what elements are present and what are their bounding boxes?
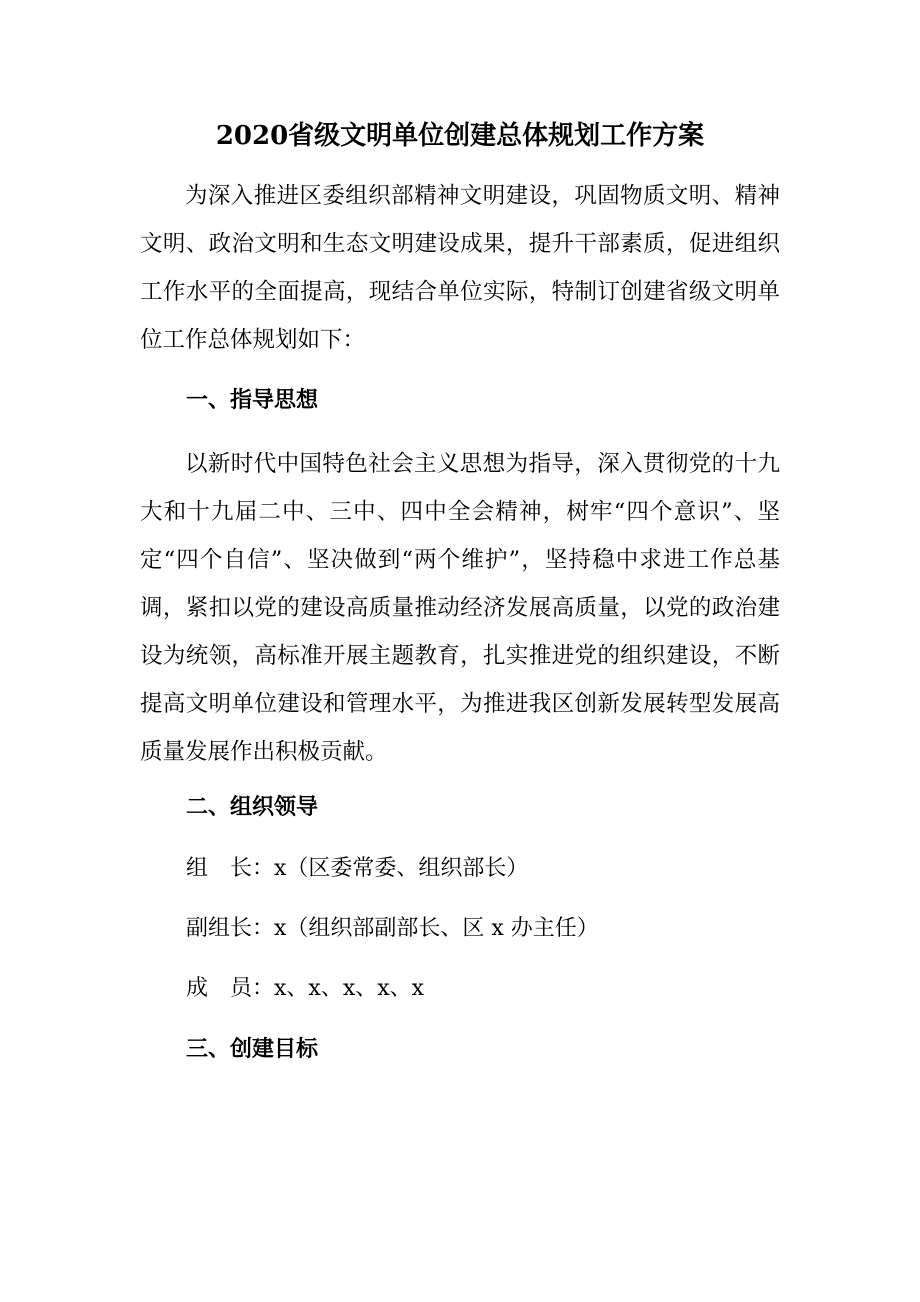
section-heading-goals: 三、创建目标 <box>186 1037 319 1062</box>
intro-paragraph: 为深入推进区委组织部精神文明建设，巩固物质文明、精神文明、政治文明和生态文明建设成果，提升干部素质，促进组织工作水平的全面提高，现结合单位实际，特制订创建省级文明单位工作总体规划如下： <box>140 183 780 353</box>
leadership-deputy-line: 副组长：x（组织部副部长、区 x 办主任） <box>186 916 599 941</box>
guiding-ideology-paragraph: 以新时代中国特色社会主义思想为指导，深入贯彻党的十九大和十九届二中、三中、四中全会精神，树牢“四个意识”、坚定“四个自信”、坚决做到“两个维护”，坚持稳中求进工作总基调，紧扣以党的建设高质量推动经济发展高质量，以党的政治建设为统领，高标准开展主题教育，扎实推进党的组织建设，不断提高文明单位建设和管理水平，为推进我区创新发展转型发展高质量发展作出积极贡献。 <box>140 451 780 765</box>
leadership-leader-line: 组 长：x（区委常委、组织部长） <box>186 856 529 881</box>
section-heading-leadership: 二、组织领导 <box>186 795 319 820</box>
document-title: 2020省级文明单位创建总体规划工作方案 <box>215 121 705 151</box>
leadership-members-line: 成 员：x、x、x、x、x <box>186 976 425 1001</box>
section-heading-guiding-ideology: 一、指导思想 <box>186 388 319 413</box>
